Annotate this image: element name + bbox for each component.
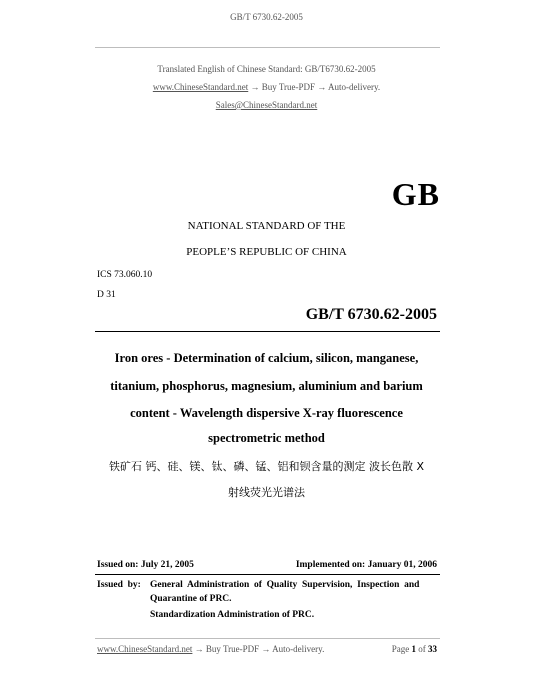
footer-site-link[interactable]: www.ChineseStandard.net: [97, 644, 193, 654]
standard-number: GB/T 6730.62-2005: [305, 306, 437, 323]
issuer-line-1: General Administration of Quality Supervision, Inspection and: [150, 580, 420, 590]
issuer-line-3: Standardization Administration of PRC.: [150, 610, 315, 620]
ics-code: ICS 73.060.10: [97, 270, 153, 280]
gb-logo: GB: [391, 176, 440, 212]
header-divider: [95, 47, 440, 48]
header-email-line: [0, 100, 533, 110]
chinese-title-line-1: 铁矿石 钙、硅、镁、钛、磷、锰、铝和钡含量的测定 波长色散 X: [108, 460, 425, 473]
page-label: Page: [391, 644, 410, 654]
footer-divider: [95, 638, 440, 639]
footer-buy-text: → Buy True-PDF → Auto-delivery.: [194, 644, 325, 654]
chinese-title-line-2: 射线荧光光谱法: [228, 486, 305, 499]
header-site-link[interactable]: www.ChineseStandard.net: [152, 82, 249, 92]
header-standard-code: GB/T 6730.62-2005: [230, 12, 303, 22]
header-purchase-line: [0, 82, 533, 92]
title-line-2: titanium, phosphorus, magnesium, aluminium and barium: [110, 379, 423, 393]
issued-date: Issued on: July 21, 2005: [97, 560, 194, 570]
translated-line: Translated English of Chinese Standard: GB/T6730.62-2005: [157, 64, 376, 74]
page-of: of: [418, 644, 426, 654]
class-code: D 31: [97, 290, 116, 300]
page-total: 33: [428, 644, 437, 654]
implemented-date: Implemented on: January 01, 2006: [295, 560, 437, 570]
national-line-1: NATIONAL STANDARD OF THE: [187, 220, 346, 232]
issuer-line-2: Quarantine of PRC.: [150, 594, 232, 604]
dates-divider: [95, 574, 440, 575]
title-line-4: spectrometric method: [208, 431, 325, 445]
issued-by-label: Issued by:: [97, 580, 141, 590]
footer-purchase-line: [97, 644, 324, 654]
sales-email-link[interactable]: Sales@ChineseStandard.net: [215, 100, 318, 110]
title-line-3: content - Wavelength dispersive X-ray fluorescence: [130, 406, 403, 420]
page-current: 1: [411, 644, 416, 654]
header-buy-text: → Buy True-PDF → Auto-delivery.: [250, 82, 381, 92]
title-divider: [95, 331, 440, 332]
title-line-1: Iron ores - Determination of calcium, silicon, manganese,: [114, 351, 419, 365]
page-indicator: [340, 644, 437, 654]
national-line-2: PEOPLE’S REPUBLIC OF CHINA: [186, 246, 347, 258]
